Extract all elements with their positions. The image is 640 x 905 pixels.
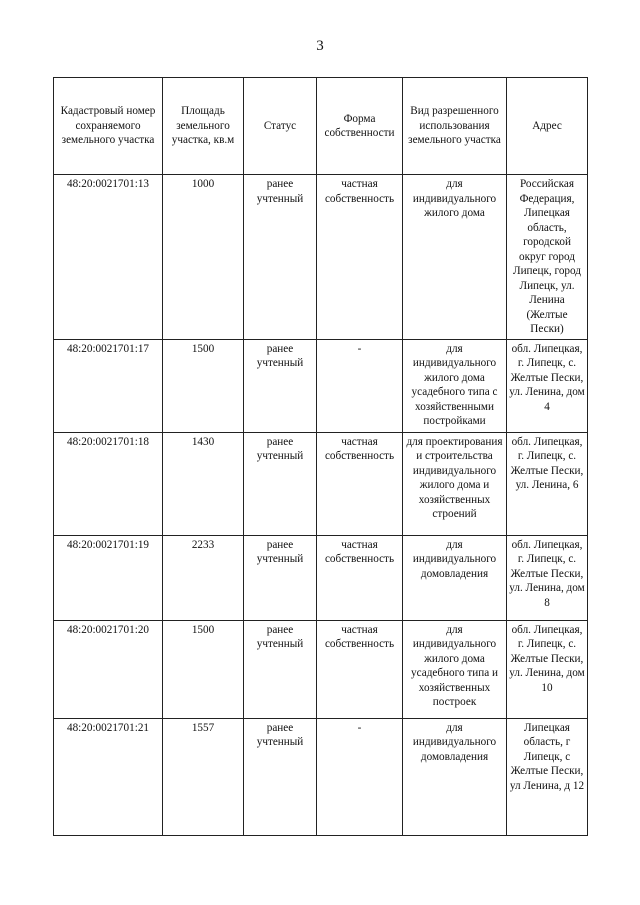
header-area: Площадь земельного участка, кв.м	[163, 78, 244, 175]
cell-ownership: частная собственность	[317, 535, 403, 620]
table-row	[54, 620, 588, 718]
cell-address: обл. Липецкая, г. Липецк, с. Желтые Пески, ул. Ленина, дом 8	[507, 535, 588, 620]
cell-status: ранее учтенный	[244, 718, 317, 835]
cell-permitted-use: для индивидуального жилого дома усадебного типа и хозяйственных построек	[403, 620, 507, 718]
cell-status: ранее учтенный	[244, 535, 317, 620]
cell-cadastral-number: 48:20:0021701:20	[54, 620, 163, 718]
cell-ownership: -	[317, 339, 403, 432]
cell-address: Российская Федерация, Липецкая область, городской округ город Липецк, город Липецк, ул. Ленина (Желтые Пески)	[507, 175, 588, 340]
cell-area: 1500	[163, 620, 244, 718]
cell-area: 1500	[163, 339, 244, 432]
table-row	[54, 175, 588, 340]
cell-cadastral-number: 48:20:0021701:21	[54, 718, 163, 835]
cell-status: ранее учтенный	[244, 339, 317, 432]
header-cadastral-number: Кадастровый номер сохраняемого земельного участка	[54, 78, 163, 175]
cell-address: обл. Липецкая, г. Липецк, с. Желтые Пески, ул. Ленина, 6	[507, 432, 588, 535]
cell-cadastral-number: 48:20:0021701:13	[54, 175, 163, 340]
cell-address: обл. Липецкая, г. Липецк, с. Желтые Пески, ул. Ленина, дом 10	[507, 620, 588, 718]
page-number: 3	[316, 38, 324, 54]
cell-address: обл. Липецкая, г. Липецк, с. Желтые Пески, ул. Ленина, дом 4	[507, 339, 588, 432]
cell-cadastral-number: 48:20:0021701:17	[54, 339, 163, 432]
cell-area: 2233	[163, 535, 244, 620]
cell-permitted-use: для индивидуального жилого дома	[403, 175, 507, 340]
cell-ownership: частная собственность	[317, 432, 403, 535]
land-plots-table	[53, 77, 588, 836]
header-permitted-use: Вид разрешенного использования земельного участка	[403, 78, 507, 175]
cell-status: ранее учтенный	[244, 175, 317, 340]
cell-ownership: частная собственность	[317, 620, 403, 718]
cell-area: 1557	[163, 718, 244, 835]
table-row	[54, 432, 588, 535]
header-status: Статус	[244, 78, 317, 175]
cell-area: 1000	[163, 175, 244, 340]
cell-status: ранее учтенный	[244, 620, 317, 718]
table-row	[54, 535, 588, 620]
header-ownership: Форма собственности	[317, 78, 403, 175]
cell-ownership: частная собственность	[317, 175, 403, 340]
table-header-row	[54, 78, 588, 175]
cell-cadastral-number: 48:20:0021701:18	[54, 432, 163, 535]
cell-area: 1430	[163, 432, 244, 535]
cell-ownership: -	[317, 718, 403, 835]
header-address: Адрес	[507, 78, 588, 175]
cell-permitted-use: для индивидуального домовладения	[403, 718, 507, 835]
cell-address: Липецкая область, г Липецк, с Желтые Пески, ул Ленина, д 12	[507, 718, 588, 835]
table-row	[54, 718, 588, 835]
cell-permitted-use: для индивидуального домовладения	[403, 535, 507, 620]
cell-status: ранее учтенный	[244, 432, 317, 535]
cell-permitted-use: для проектирования и строительства индивидуального жилого дома и хозяйственных строений	[403, 432, 507, 535]
table-row	[54, 339, 588, 432]
cell-permitted-use: для индивидуального жилого дома усадебного типа с хозяйственными постройками	[403, 339, 507, 432]
cell-cadastral-number: 48:20:0021701:19	[54, 535, 163, 620]
